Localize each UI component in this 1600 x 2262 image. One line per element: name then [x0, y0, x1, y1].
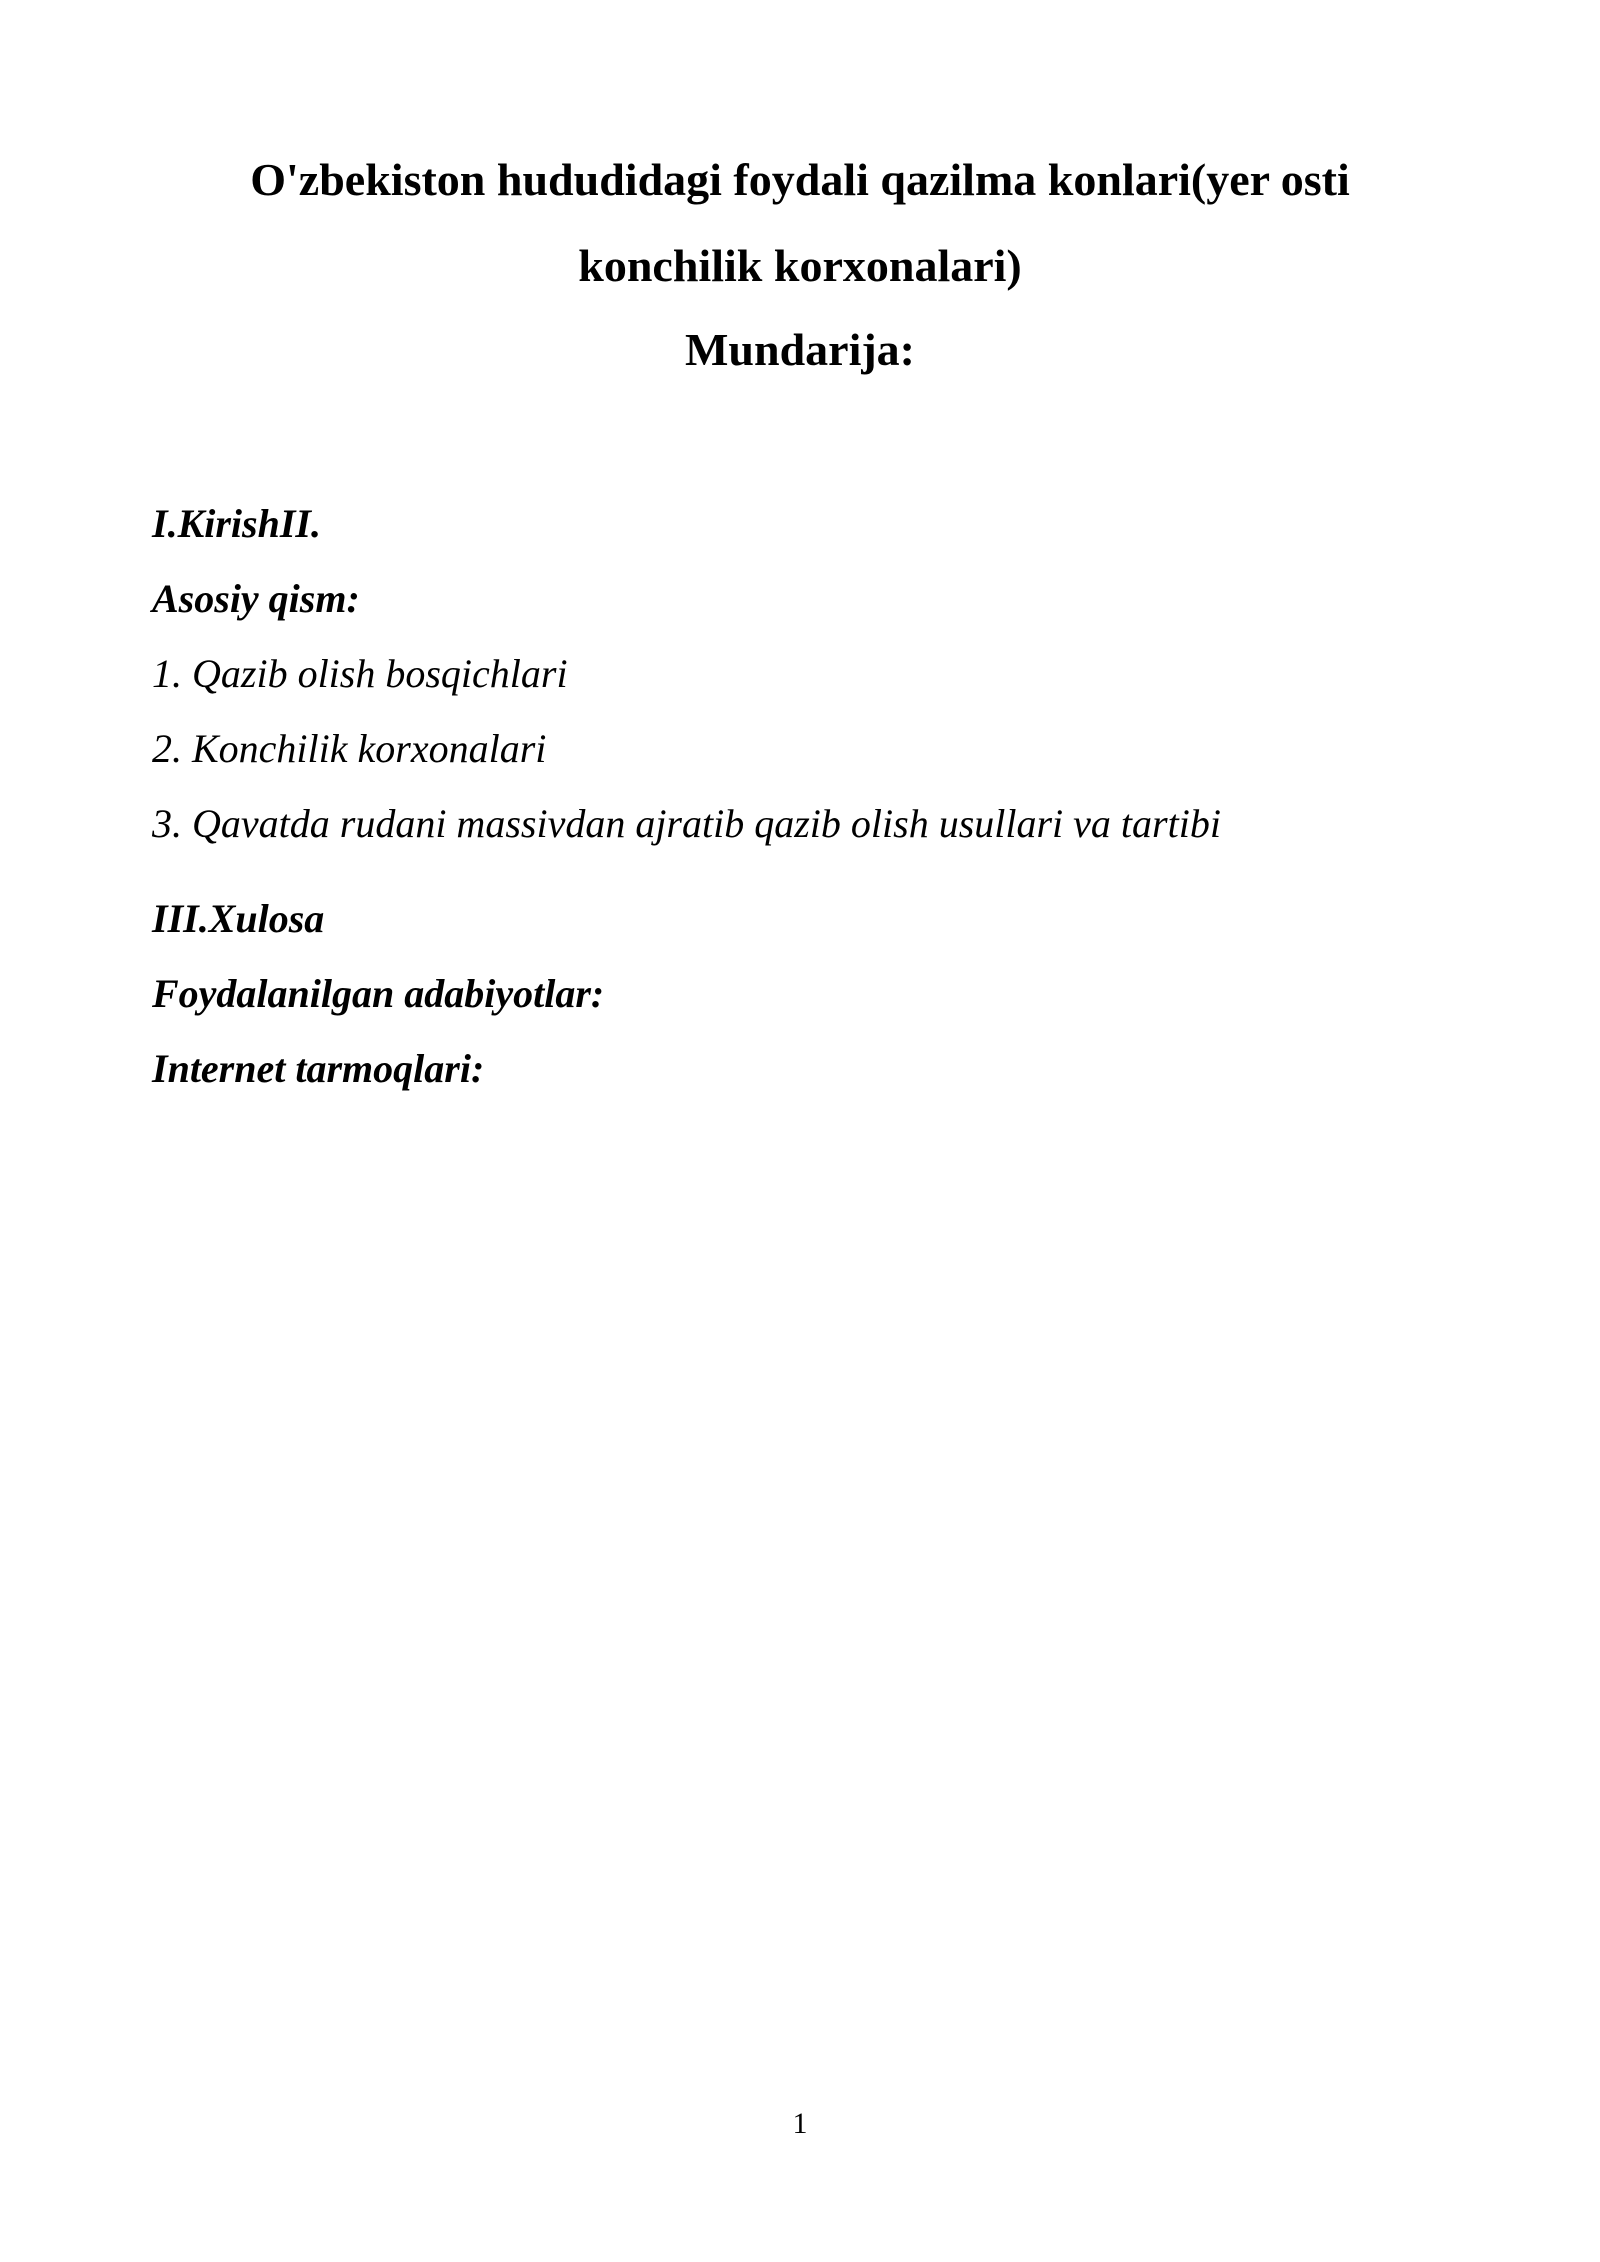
toc-item-label: Konchilik korxonalari: [192, 726, 547, 771]
toc-internet: Internet tarmoqlari:: [152, 1046, 485, 1091]
toc-references: Foydalanilgan adabiyotlar:: [152, 971, 605, 1016]
toc-item-number: 2.: [152, 726, 182, 771]
contents-heading: Mundarija:: [685, 324, 915, 375]
toc-main-part: Asosiy qism:: [152, 576, 360, 621]
page-number: 1: [792, 2107, 808, 2140]
toc-item-number: 3.: [152, 801, 182, 846]
toc-intro: I.KirishII.: [152, 501, 321, 546]
document-title-line-2: konchilik korxonalari): [578, 240, 1022, 291]
document-title-line-1: O'zbekiston hududidagi foydali qazilma konlari(yer osti: [250, 154, 1350, 205]
toc-item: [152, 648, 568, 700]
toc-item-label: Qazib olish bosqichlari: [192, 651, 568, 696]
toc-item-label: Qavatda rudani massivdan ajratib qazib olish usullari va tartibi: [192, 801, 1221, 846]
toc-item: [152, 723, 546, 775]
toc-item-number: 1.: [152, 651, 182, 696]
toc-item: [152, 798, 1221, 850]
toc-conclusion: III.Xulosa: [152, 896, 325, 941]
